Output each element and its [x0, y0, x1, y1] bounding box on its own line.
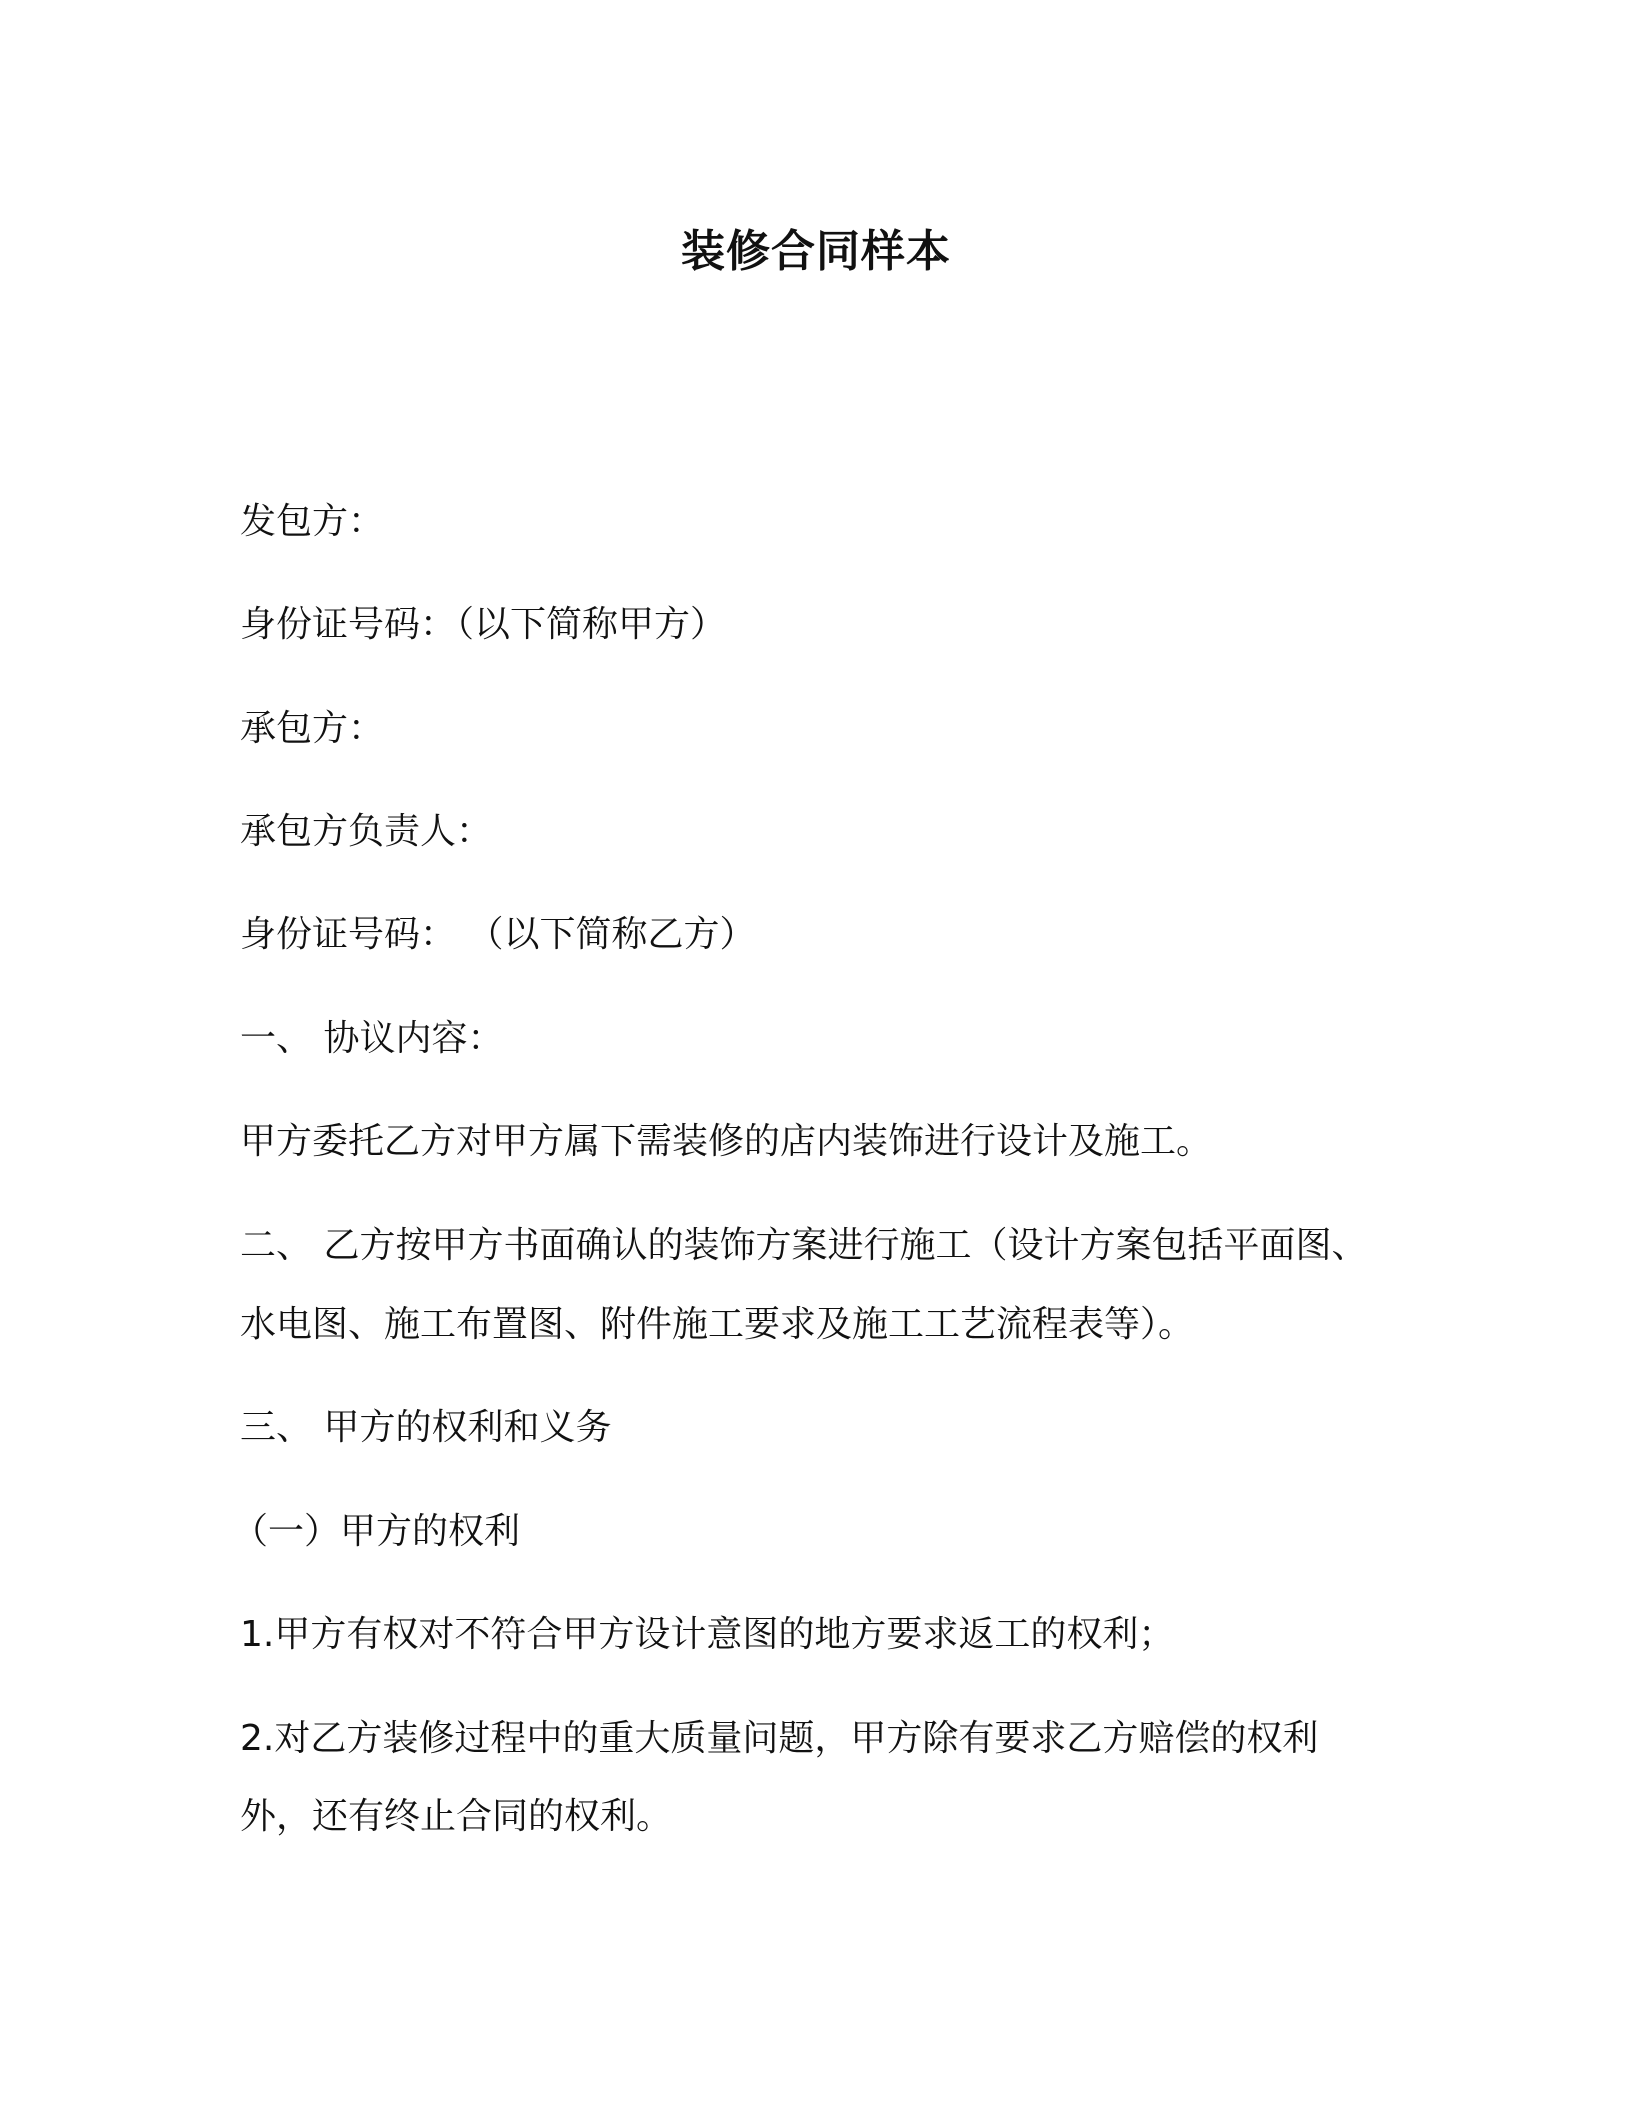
clause-2-text-line-2: 外，还有终止合同的权利。: [240, 1796, 673, 1837]
party-a-line: 发包方：: [240, 501, 385, 542]
subsection-1-heading: （一）甲方的权利: [232, 1511, 521, 1552]
party-a-id-line: 身份证号码：（以下简称甲方）: [240, 604, 727, 645]
clause-1-text: 1.甲方有权对不符合甲方设计意图的地方要求返工的权利；: [240, 1614, 1175, 1655]
section-3-heading: 三、 甲方的权利和义务: [240, 1407, 612, 1448]
document-title: 装修合同样本: [681, 226, 951, 277]
section-2-text-line-2: 水电图、施工布置图、附件施工要求及施工工艺流程表等）。: [240, 1304, 1195, 1345]
section-1-heading: 一、 协议内容：: [240, 1018, 504, 1059]
party-b-line: 承包方：: [240, 708, 385, 749]
party-b-manager-line: 承包方负责人：: [240, 811, 493, 852]
party-b-id-line: 身份证号码： （以下简称乙方）: [240, 914, 756, 955]
clause-2-text-line-1: 2.对乙方装修过程中的重大质量问题，甲方除有要求乙方赔偿的权利: [240, 1718, 1319, 1759]
section-1-text: 甲方委托乙方对甲方属下需装修的店内装饰进行设计及施工。: [240, 1121, 1213, 1162]
section-2-text-line-1: 二、 乙方按甲方书面确认的装饰方案进行施工（设计方案包括平面图、: [240, 1225, 1368, 1266]
